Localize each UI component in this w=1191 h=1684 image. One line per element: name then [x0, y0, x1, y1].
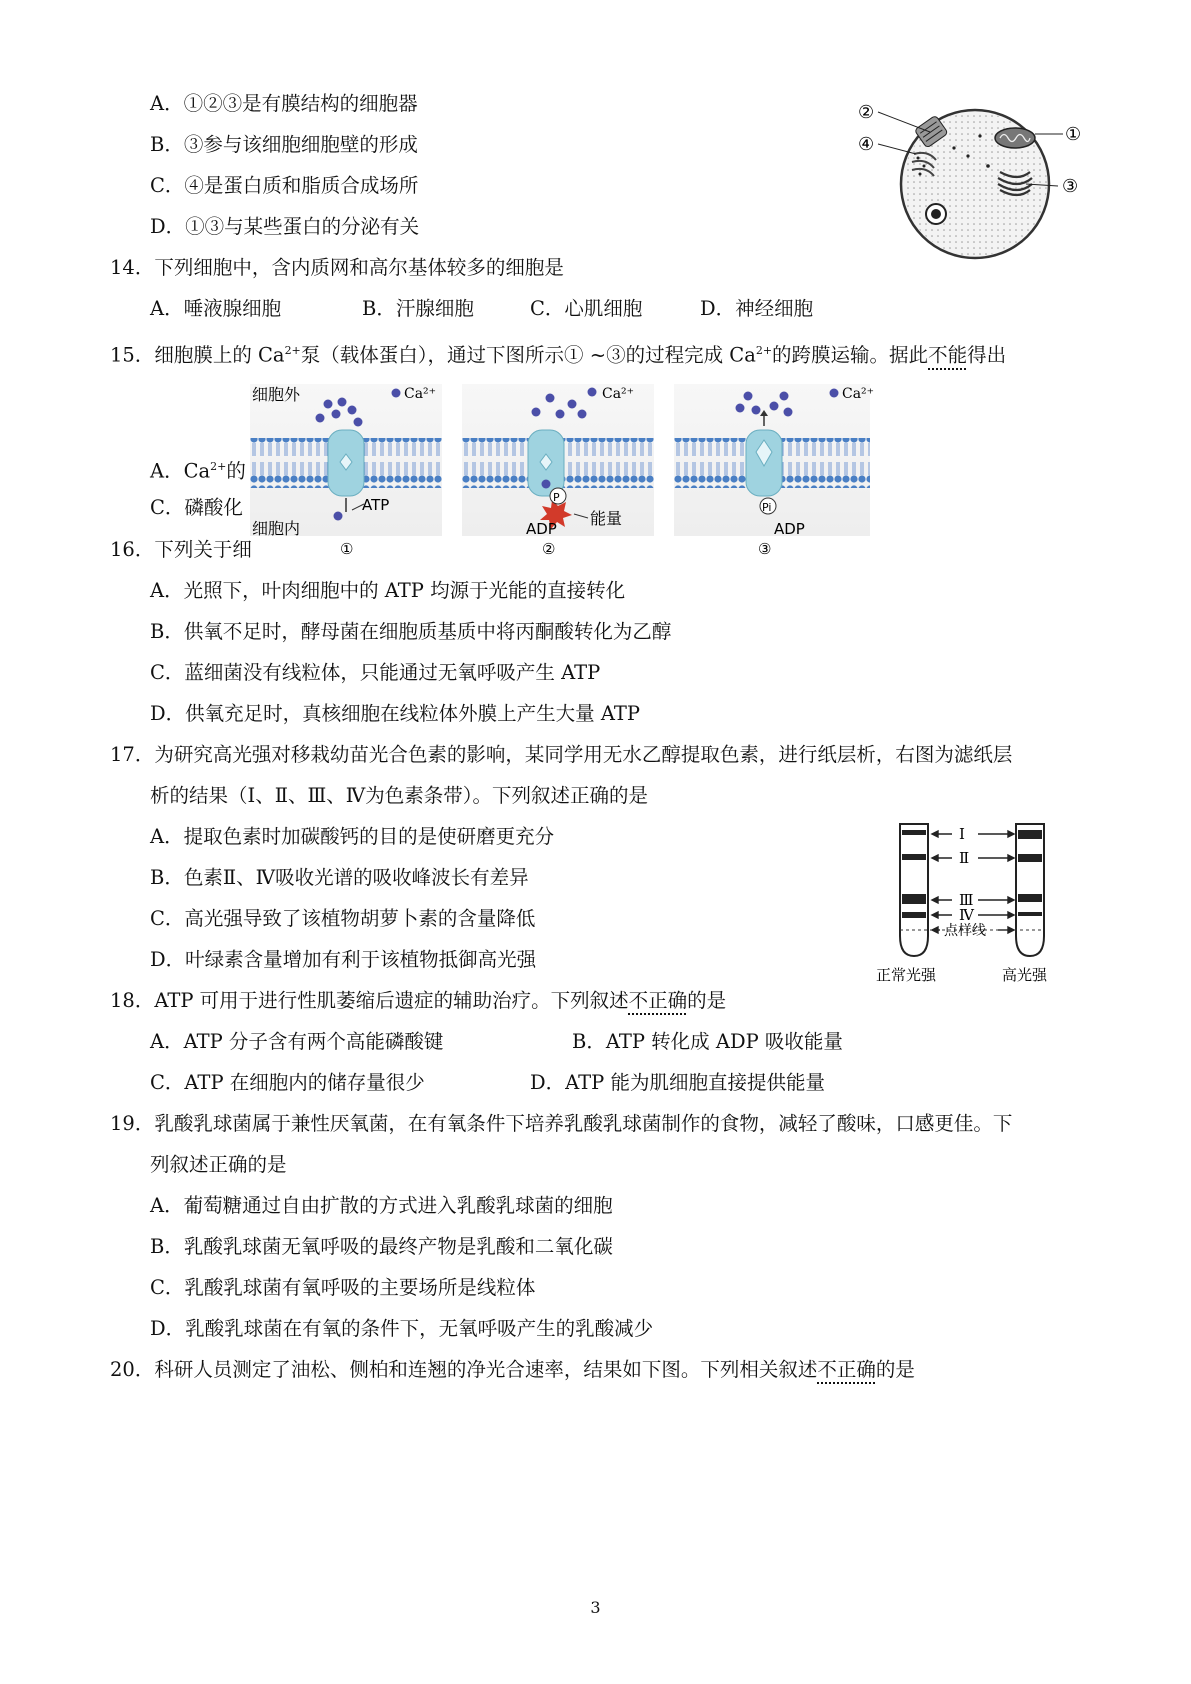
band-2-label: Ⅱ [959, 849, 970, 867]
q13-option-c: C．④是蛋白质和脂质合成场所 [150, 174, 419, 197]
svg-text:能量: 能量 [590, 509, 623, 528]
svg-text:P: P [553, 491, 560, 504]
q13-option-a: A．①②③是有膜结构的细胞器 [150, 92, 418, 115]
normal-light-label: 正常光强 [876, 966, 937, 984]
fig-label-3: ③ [1062, 176, 1079, 197]
high-light-label: 高光强 [1002, 966, 1048, 984]
q14-option-a: A．唾液腺细胞 [150, 297, 282, 320]
q20-stem: 20．科研人员测定了油松、侧柏和连翘的净光合速率，结果如下图。下列相关叙述不正确的是 [110, 1358, 915, 1381]
page-number: 3 [590, 1598, 601, 1617]
q19-option-b: B．乳酸乳球菌无氧呼吸的最终产物是乳酸和二氧化碳 [150, 1235, 613, 1258]
q13-option-d: D．①③与某些蛋白的分泌有关 [150, 215, 420, 238]
q19-stem-line1: 19．乳酸乳球菌属于兼性厌氧菌，在有氧条件下培养乳酸乳球菌制作的食物，减轻了酸味，口感更佳。下 [110, 1112, 1013, 1135]
q14-option-b: B．汗腺细胞 [362, 297, 474, 320]
q17-stem-line1: 17．为研究高光强对移栽幼苗光合色素的影响，某同学用无水乙醇提取色素，进行纸层析，右图为滤纸层 [110, 743, 1013, 766]
q19-stem-line2: 列叙述正确的是 [150, 1153, 287, 1176]
spot-line-label: 点样线 [944, 923, 986, 939]
q16-option-c: C．蓝细菌没有线粒体，只能通过无氧呼吸产生 ATP [150, 661, 601, 684]
q18-option-a: A．ATP 分子含有两个高能磷酸键 [150, 1030, 444, 1053]
band-1-label: Ⅰ [959, 825, 965, 843]
band-4-label: Ⅳ [959, 906, 974, 924]
q17-option-b: B．色素Ⅱ、Ⅳ吸收光谱的吸收峰波长有差异 [150, 866, 529, 889]
svg-text:ADP: ADP [526, 520, 557, 538]
svg-text:细胞内: 细胞内 [252, 519, 301, 538]
q14-option-c: C．心肌细胞 [530, 297, 643, 320]
svg-text:Ca²⁺: Ca²⁺ [602, 386, 635, 402]
q19-option-a: A．葡萄糖通过自由扩散的方式进入乳酸乳球菌的细胞 [150, 1194, 613, 1217]
svg-text:Ca²⁺: Ca²⁺ [842, 386, 875, 402]
q17-stem-line2: 析的结果（Ⅰ、Ⅱ、Ⅲ、Ⅳ为色素条带）。下列叙述正确的是 [150, 784, 648, 807]
svg-text:③: ③ [758, 540, 772, 558]
q17-option-a: A．提取色素时加碳酸钙的目的是使研磨更充分 [150, 825, 555, 848]
fig-label-2: ② [858, 102, 875, 123]
q18-stem: 18．ATP 可用于进行性肌萎缩后遗症的辅助治疗。下列叙述不正确的是 [110, 989, 727, 1012]
q13-option-b: B．③参与该细胞细胞壁的形成 [150, 133, 418, 156]
q18-option-b: B．ATP 转化成 ADP 吸收能量 [572, 1030, 843, 1053]
q19-option-c: C．乳酸乳球菌有氧呼吸的主要场所是线粒体 [150, 1276, 536, 1299]
pump-panel-1 [250, 384, 442, 558]
pump-panel-3 [674, 384, 874, 558]
q17-option-c: C．高光强导致了该植物胡萝卜素的含量降低 [150, 907, 536, 930]
q16-option-a: A．光照下，叶肉细胞中的 ATP 均源于光能的直接转化 [150, 579, 626, 602]
q14-option-d: D．神经细胞 [700, 297, 814, 320]
q18-option-d: D．ATP 能为肌细胞直接提供能量 [530, 1071, 825, 1094]
svg-text:Ca²⁺: Ca²⁺ [404, 386, 437, 402]
chromatography-figure [876, 818, 1076, 986]
q19-option-d: D．乳酸乳球菌在有氧的条件下，无氧呼吸产生的乳酸减少 [150, 1317, 654, 1340]
cell-organelle-figure [858, 96, 1088, 258]
fig-label-4: ④ [858, 134, 875, 155]
q15-option-c: C．磷酸化 [150, 496, 243, 519]
pump-panel-2 [462, 384, 654, 558]
q16-option-d: D．供氧充足时，真核细胞在线粒体外膜上产生大量 ATP [150, 702, 640, 725]
band-3-label: Ⅲ [959, 891, 974, 909]
svg-text:②: ② [542, 540, 556, 558]
q15-option-a: A．$Ca^{2+}$的 [150, 459, 246, 483]
q17-option-d: D．叶绿素含量增加有利于该植物抵御高光强 [150, 948, 537, 971]
q15-stem: 15．细胞膜上的 $Ca^{2+}$泵（载体蛋白），通过下图所示① ~③的过程完成 $Ca^{2+}$的跨膜运输。据此不能得出 [110, 343, 1007, 367]
svg-text:细胞外: 细胞外 [252, 385, 301, 404]
svg-text:①: ① [340, 540, 354, 558]
q18-option-c: C．ATP 在细胞内的储存量很少 [150, 1071, 425, 1094]
fig-label-1: ① [1065, 124, 1082, 145]
q16-option-b: B．供氧不足时，酵母菌在细胞质基质中将丙酮酸转化为乙醇 [150, 620, 672, 643]
svg-text:ATP: ATP [362, 496, 390, 514]
ca-pump-figure [250, 384, 875, 560]
q16-stem: 16．下列关于细 [110, 538, 252, 561]
svg-text:Pi: Pi [762, 501, 772, 514]
svg-text:ADP: ADP [774, 520, 805, 538]
q14-stem: 14．下列细胞中，含内质网和高尔基体较多的细胞是 [110, 256, 564, 279]
